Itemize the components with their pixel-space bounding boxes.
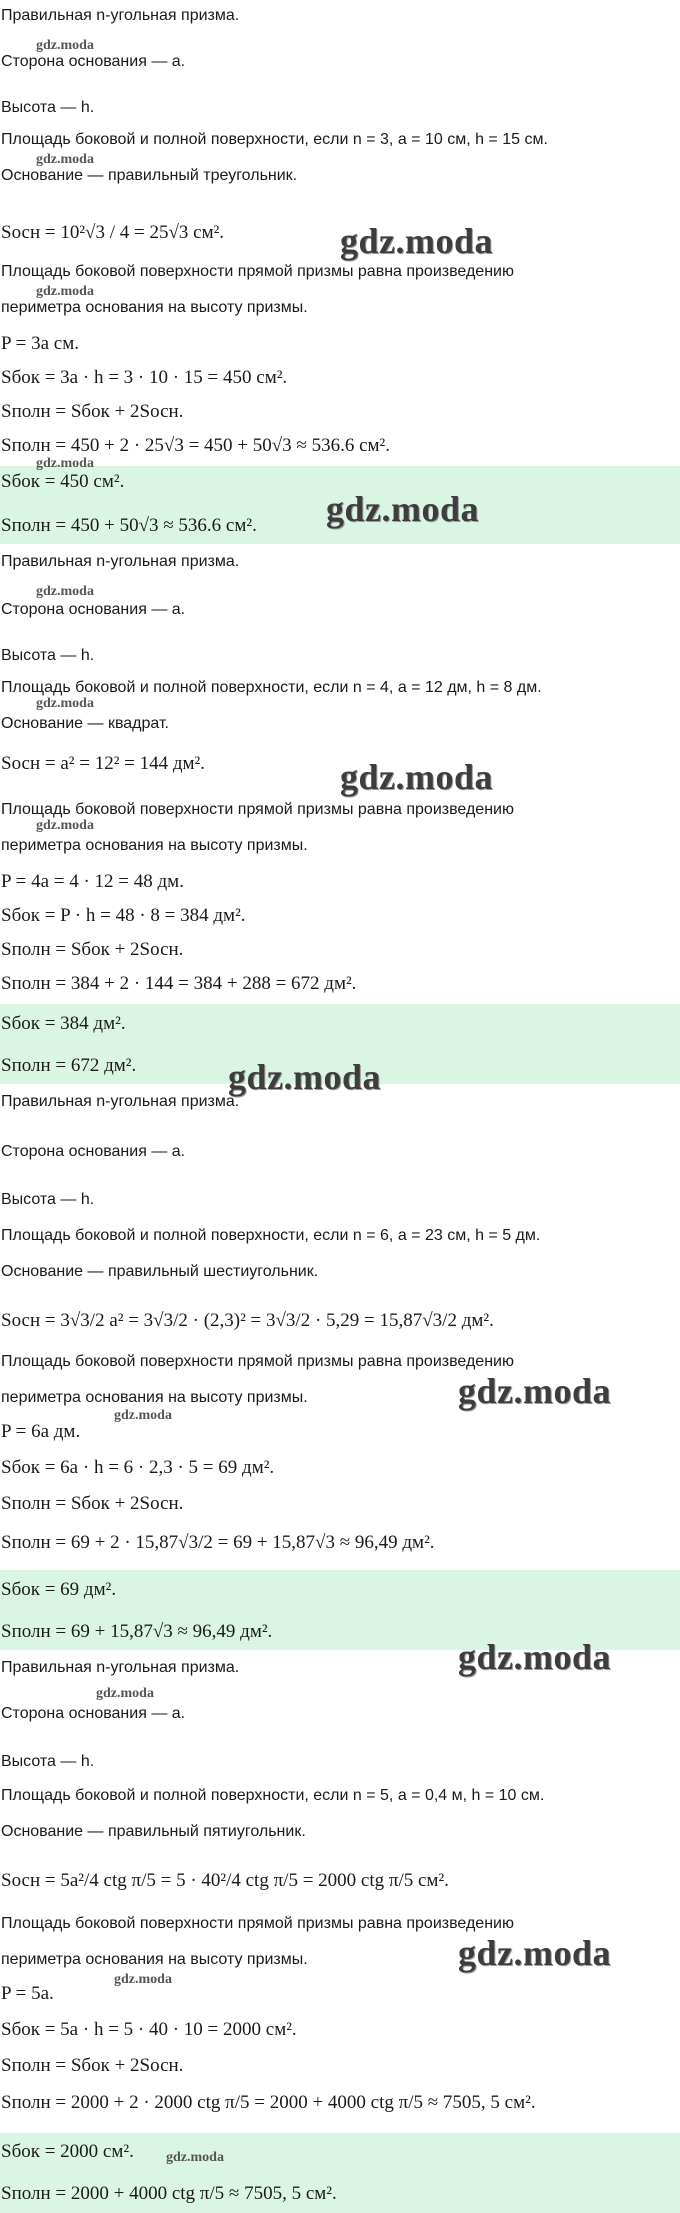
problem-title: Правильная n-угольная призма.: [1, 1659, 240, 1676]
height-label: Высота — h.: [1, 1753, 95, 1770]
watermark-large: gdz.moda: [458, 1371, 612, 1411]
full-area-calc: Sполн = 450 + 2 · 25√3 = 450 + 50√3 ≈ 536.6 см².: [1, 435, 391, 456]
perimeter-formula: P = 4a = 4 · 12 = 48 дм.: [1, 871, 184, 892]
problem-title: Правильная n-угольная призма.: [1, 1093, 240, 1110]
watermark-large: gdz.moda: [458, 1933, 612, 1973]
base-shape: Основание — квадрат.: [1, 715, 169, 732]
explanation-line-1: Площадь боковой поверхности прямой призмы равна произведению: [1, 1353, 514, 1370]
base-side-label: Сторона основания — a.: [1, 601, 186, 618]
task-statement: Площадь боковой и полной поверхности, если n = 3, a = 10 см, h = 15 см.: [1, 131, 548, 148]
watermark-small: gdz.moda: [36, 152, 94, 167]
problem-title: Правильная n-угольная призма.: [1, 7, 240, 24]
problem-title: Правильная n-угольная призма.: [1, 553, 240, 570]
explanation-line-1: Площадь боковой поверхности прямой призмы равна произведению: [1, 801, 514, 818]
side-area-calc: Sбок = 3a · h = 3 · 10 · 15 = 450 см².: [1, 367, 288, 388]
base-side-label: Сторона основания — a.: [1, 1143, 186, 1160]
perimeter-formula: P = 6a дм.: [1, 1421, 81, 1442]
side-area-calc: Sбок = P · h = 48 · 8 = 384 дм².: [1, 905, 246, 926]
base-side-label: Сторона основания — a.: [1, 1705, 186, 1722]
explanation-line-2: периметра основания на высоту призмы.: [1, 837, 308, 854]
height-label: Высота — h.: [1, 647, 95, 664]
answer-side-area: Sбок = 2000 см².: [1, 2141, 134, 2162]
watermark-large: gdz.moda: [340, 221, 494, 261]
watermark-small: gdz.moda: [166, 2150, 224, 2165]
full-area-formula: Sполн = Sбок + 2Sосн.: [1, 2055, 184, 2076]
base-side-label: Сторона основания — a.: [1, 53, 186, 70]
base-shape: Основание — правильный пятиугольник.: [1, 1823, 306, 1840]
watermark-small: gdz.moda: [36, 584, 94, 599]
base-shape: Основание — правильный треугольник.: [1, 167, 298, 184]
answer-side-area: Sбок = 69 дм².: [1, 1579, 117, 1600]
base-area-formula: Sосн = a² = 12² = 144 дм².: [1, 753, 205, 774]
side-area-calc: Sбок = 6a · h = 6 · 2,3 · 5 = 69 дм².: [1, 1457, 275, 1478]
watermark-small: gdz.moda: [96, 1686, 154, 1701]
answer-full-area: Sполн = 69 + 15,87√3 ≈ 96,49 дм².: [1, 1621, 273, 1642]
explanation-line-2: периметра основания на высоту призмы.: [1, 299, 308, 316]
side-area-calc: Sбок = 5a · h = 5 · 40 · 10 = 2000 см².: [1, 2019, 297, 2040]
explanation-line-1: Площадь боковой поверхности прямой призмы равна произведению: [1, 263, 514, 280]
watermark-large: gdz.moda: [326, 489, 480, 529]
full-area-formula: Sполн = Sбок + 2Sосн.: [1, 401, 184, 422]
watermark-large: gdz.moda: [340, 757, 494, 797]
explanation-line-1: Площадь боковой поверхности прямой призмы равна произведению: [1, 1915, 514, 1932]
base-shape: Основание — правильный шестиугольник.: [1, 1263, 319, 1280]
watermark-small: gdz.moda: [36, 456, 94, 471]
full-area-formula: Sполн = Sбок + 2Sосн.: [1, 939, 184, 960]
task-statement: Площадь боковой и полной поверхности, если n = 6, a = 23 см, h = 5 дм.: [1, 1227, 541, 1244]
base-area-formula: Sосн = 5a²/4 ctg π/5 = 5 · 40²/4 ctg π/5 = 2000 ctg π/5 см².: [1, 1870, 449, 1891]
perimeter-formula: P = 3a см.: [1, 333, 79, 354]
height-label: Высота — h.: [1, 99, 95, 116]
watermark-small: gdz.moda: [36, 696, 94, 711]
answer-full-area: Sполн = 450 + 50√3 ≈ 536.6 см².: [1, 515, 257, 536]
watermark-large: gdz.moda: [458, 1637, 612, 1677]
full-area-calc: Sполн = 2000 + 2 · 2000 ctg π/5 = 2000 + 4000 ctg π/5 ≈ 7505, 5 см².: [1, 2092, 536, 2113]
perimeter-formula: P = 5a.: [1, 1983, 54, 2004]
task-statement: Площадь боковой и полной поверхности, если n = 4, a = 12 дм, h = 8 дм.: [1, 679, 542, 696]
full-area-calc: Sполн = 384 + 2 · 144 = 384 + 288 = 672 дм².: [1, 973, 357, 994]
base-area-formula: Sосн = 10²√3 / 4 = 25√3 см².: [1, 222, 225, 243]
watermark-small: gdz.moda: [36, 818, 94, 833]
watermark-small: gdz.moda: [36, 284, 94, 299]
full-area-calc: Sполн = 69 + 2 · 15,87√3/2 = 69 + 15,87√3 ≈ 96,49 дм².: [1, 1532, 435, 1553]
explanation-line-2: периметра основания на высоту призмы.: [1, 1951, 308, 1968]
answer-full-area: Sполн = 672 дм².: [1, 1055, 137, 1076]
base-area-formula: Sосн = 3√3/2 a² = 3√3/2 · (2,3)² = 3√3/2 · 5,29 = 15,87√3/2 дм².: [1, 1310, 494, 1331]
full-area-formula: Sполн = Sбок + 2Sосн.: [1, 1493, 184, 1514]
task-statement: Площадь боковой и полной поверхности, если n = 5, a = 0,4 м, h = 10 см.: [1, 1787, 545, 1804]
watermark-small: gdz.moda: [36, 38, 94, 53]
height-label: Высота — h.: [1, 1191, 95, 1208]
answer-side-area: Sбок = 384 дм².: [1, 1013, 126, 1034]
watermark-small: gdz.moda: [114, 1972, 172, 1987]
explanation-line-2: периметра основания на высоту призмы.: [1, 1389, 308, 1406]
answer-side-area: Sбок = 450 см².: [1, 471, 125, 492]
answer-full-area: Sполн = 2000 + 4000 ctg π/5 ≈ 7505, 5 см².: [1, 2183, 337, 2204]
watermark-large: gdz.moda: [228, 1057, 382, 1097]
watermark-small: gdz.moda: [114, 1408, 172, 1423]
